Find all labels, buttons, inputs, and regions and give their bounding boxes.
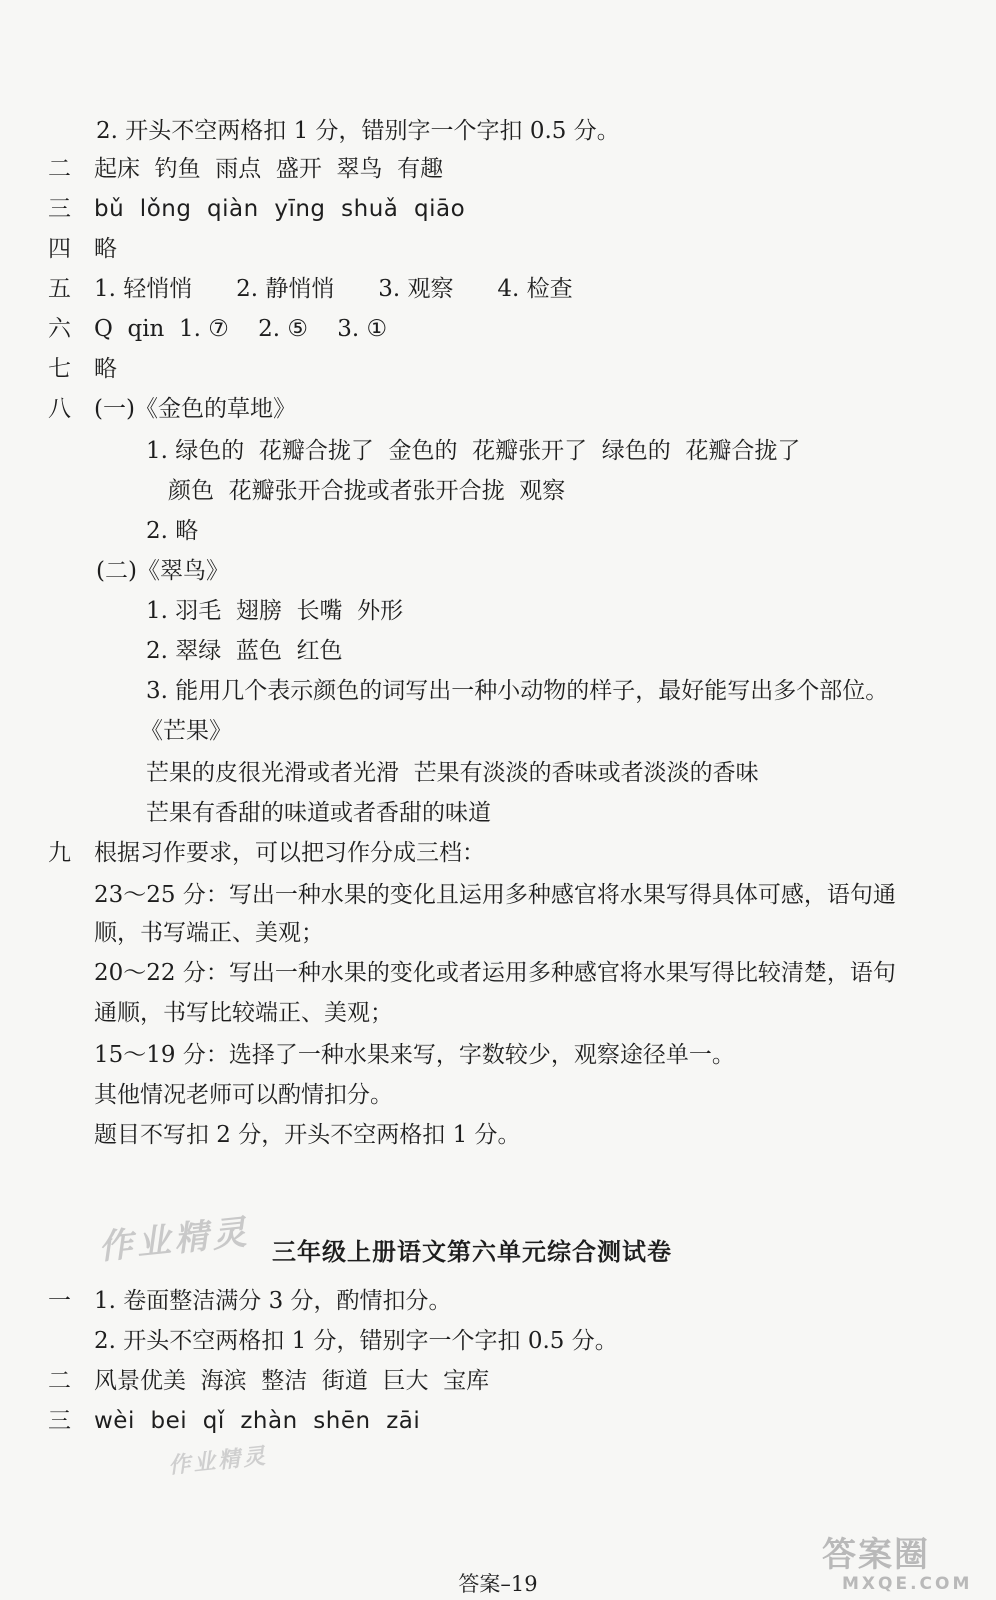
answer-line: [146, 758, 759, 788]
answer-text: (二)《翠鸟》: [96, 558, 229, 584]
answer-line: [146, 798, 491, 828]
question-number: 三: [48, 196, 72, 222]
answer-line: [48, 154, 443, 184]
answer-line: [146, 636, 343, 666]
question-number: 二: [48, 156, 71, 182]
answer-line: [48, 1406, 420, 1436]
answer-line: [48, 234, 117, 264]
question-number: 九: [48, 840, 71, 866]
answer-line: [48, 1366, 489, 1396]
answer-text: 1. 轻悄悄 2. 静悄悄 3. 观察 4. 检查: [94, 276, 573, 302]
watermark-logo: 答案圈: [822, 1535, 930, 1575]
answer-line: [48, 1286, 452, 1316]
question-number: 二: [48, 1368, 71, 1394]
stamp-watermark: 作业精灵: [96, 1212, 253, 1268]
answer-line: [94, 1040, 735, 1070]
answer-line: [94, 880, 896, 910]
answer-text: 芒果的皮很光滑或者光滑 芒果有淡淡的香味或者淡淡的香味: [146, 760, 759, 786]
answer-text: (一)《金色的草地》: [94, 396, 296, 422]
page-number: 答案–19: [458, 1572, 538, 1596]
question-number: 四: [48, 236, 71, 262]
answer-text: Q qin 1. ⑦ 2. ⑤ 3. ①: [94, 316, 388, 342]
answer-text: 2. 翠绿 蓝色 红色: [146, 638, 343, 664]
answer-line: [94, 998, 393, 1028]
answer-text: 通顺，书写比较端正、美观；: [94, 1000, 393, 1026]
answer-text: 略: [94, 236, 117, 262]
answer-line: [146, 676, 888, 706]
watermark-url: MXQE.COM: [842, 1574, 973, 1594]
question-number: 七: [48, 356, 71, 382]
answer-line: [48, 354, 117, 384]
answer-text: 2. 开头不空两格扣 1 分，错别字一个字扣 0.5 分。: [94, 1328, 618, 1354]
answer-line: [146, 436, 800, 466]
answer-line: [94, 1120, 521, 1150]
answer-text: 略: [94, 356, 117, 382]
answer-text: 23～25 分：写出一种水果的变化且运用多种感官将水果写得具体可感，语句通: [94, 882, 896, 908]
answer-line: [94, 918, 324, 948]
answer-line: [96, 116, 620, 146]
question-number: 八: [48, 396, 71, 422]
site-watermark: [822, 1536, 992, 1598]
answer-line: [94, 958, 896, 988]
answer-line: [96, 556, 229, 586]
answer-line: [48, 194, 465, 224]
answer-text: 顺，书写端正、美观；: [94, 920, 324, 946]
question-number: 一: [48, 1288, 71, 1314]
answer-text: 起床 钓鱼 雨点 盛开 翠鸟 有趣: [94, 156, 444, 182]
answer-line: [48, 314, 387, 344]
pinyin-text: bǔ lǒng qiàn yīng shuǎ qiāo: [94, 196, 466, 222]
answer-text: 《芒果》: [140, 718, 232, 744]
pinyin-text: wèi bei qǐ zhàn shēn zāi: [94, 1408, 421, 1434]
answer-text: 其他情况老师可以酌情扣分。: [94, 1082, 393, 1108]
stamp-watermark: 作业精灵: [167, 1443, 270, 1480]
answer-text: 15～19 分：选择了一种水果来写，字数较少，观察途径单一。: [94, 1042, 735, 1068]
answer-line: [48, 394, 296, 424]
answer-line: [48, 274, 573, 304]
answer-line: [146, 516, 198, 546]
answer-text: 颜色 花瓣张开合拢或者张开合拢 观察: [168, 478, 566, 504]
answer-text: 芒果有香甜的味道或者香甜的味道: [146, 800, 491, 826]
answer-text: 2. 略: [146, 518, 199, 544]
answer-line: [146, 596, 403, 626]
answer-text: 1. 卷面整洁满分 3 分，酌情扣分。: [94, 1288, 452, 1314]
question-number: 五: [48, 276, 71, 302]
answer-line: [140, 716, 232, 746]
question-number: 三: [48, 1408, 72, 1434]
answer-text: 风景优美 海滨 整洁 街道 巨大 宝库: [94, 1368, 490, 1394]
section-title: 三年级上册语文第六单元综合测试卷: [272, 1238, 672, 1266]
answer-text: 2. 开头不空两格扣 1 分，错别字一个字扣 0.5 分。: [96, 118, 620, 144]
question-number: 六: [48, 316, 71, 342]
answer-text: 根据习作要求，可以把习作分成三档：: [94, 840, 485, 866]
answer-text: 20～22 分：写出一种水果的变化或者运用多种感官将水果写得比较清楚，语句: [94, 960, 896, 986]
answer-text: 1. 羽毛 翅膀 长嘴 外形: [146, 598, 404, 624]
answer-line: [48, 838, 485, 868]
answer-text: 1. 绿色的 花瓣合拢了 金色的 花瓣张开了 绿色的 花瓣合拢了: [146, 438, 801, 464]
answer-line: [94, 1080, 393, 1110]
answer-text: 题目不写扣 2 分，开头不空两格扣 1 分。: [94, 1122, 521, 1148]
answer-line: [94, 1326, 618, 1356]
answer-text: 3. 能用几个表示颜色的词写出一种小动物的样子，最好能写出多个部位。: [146, 678, 889, 704]
answer-line: [168, 476, 565, 506]
